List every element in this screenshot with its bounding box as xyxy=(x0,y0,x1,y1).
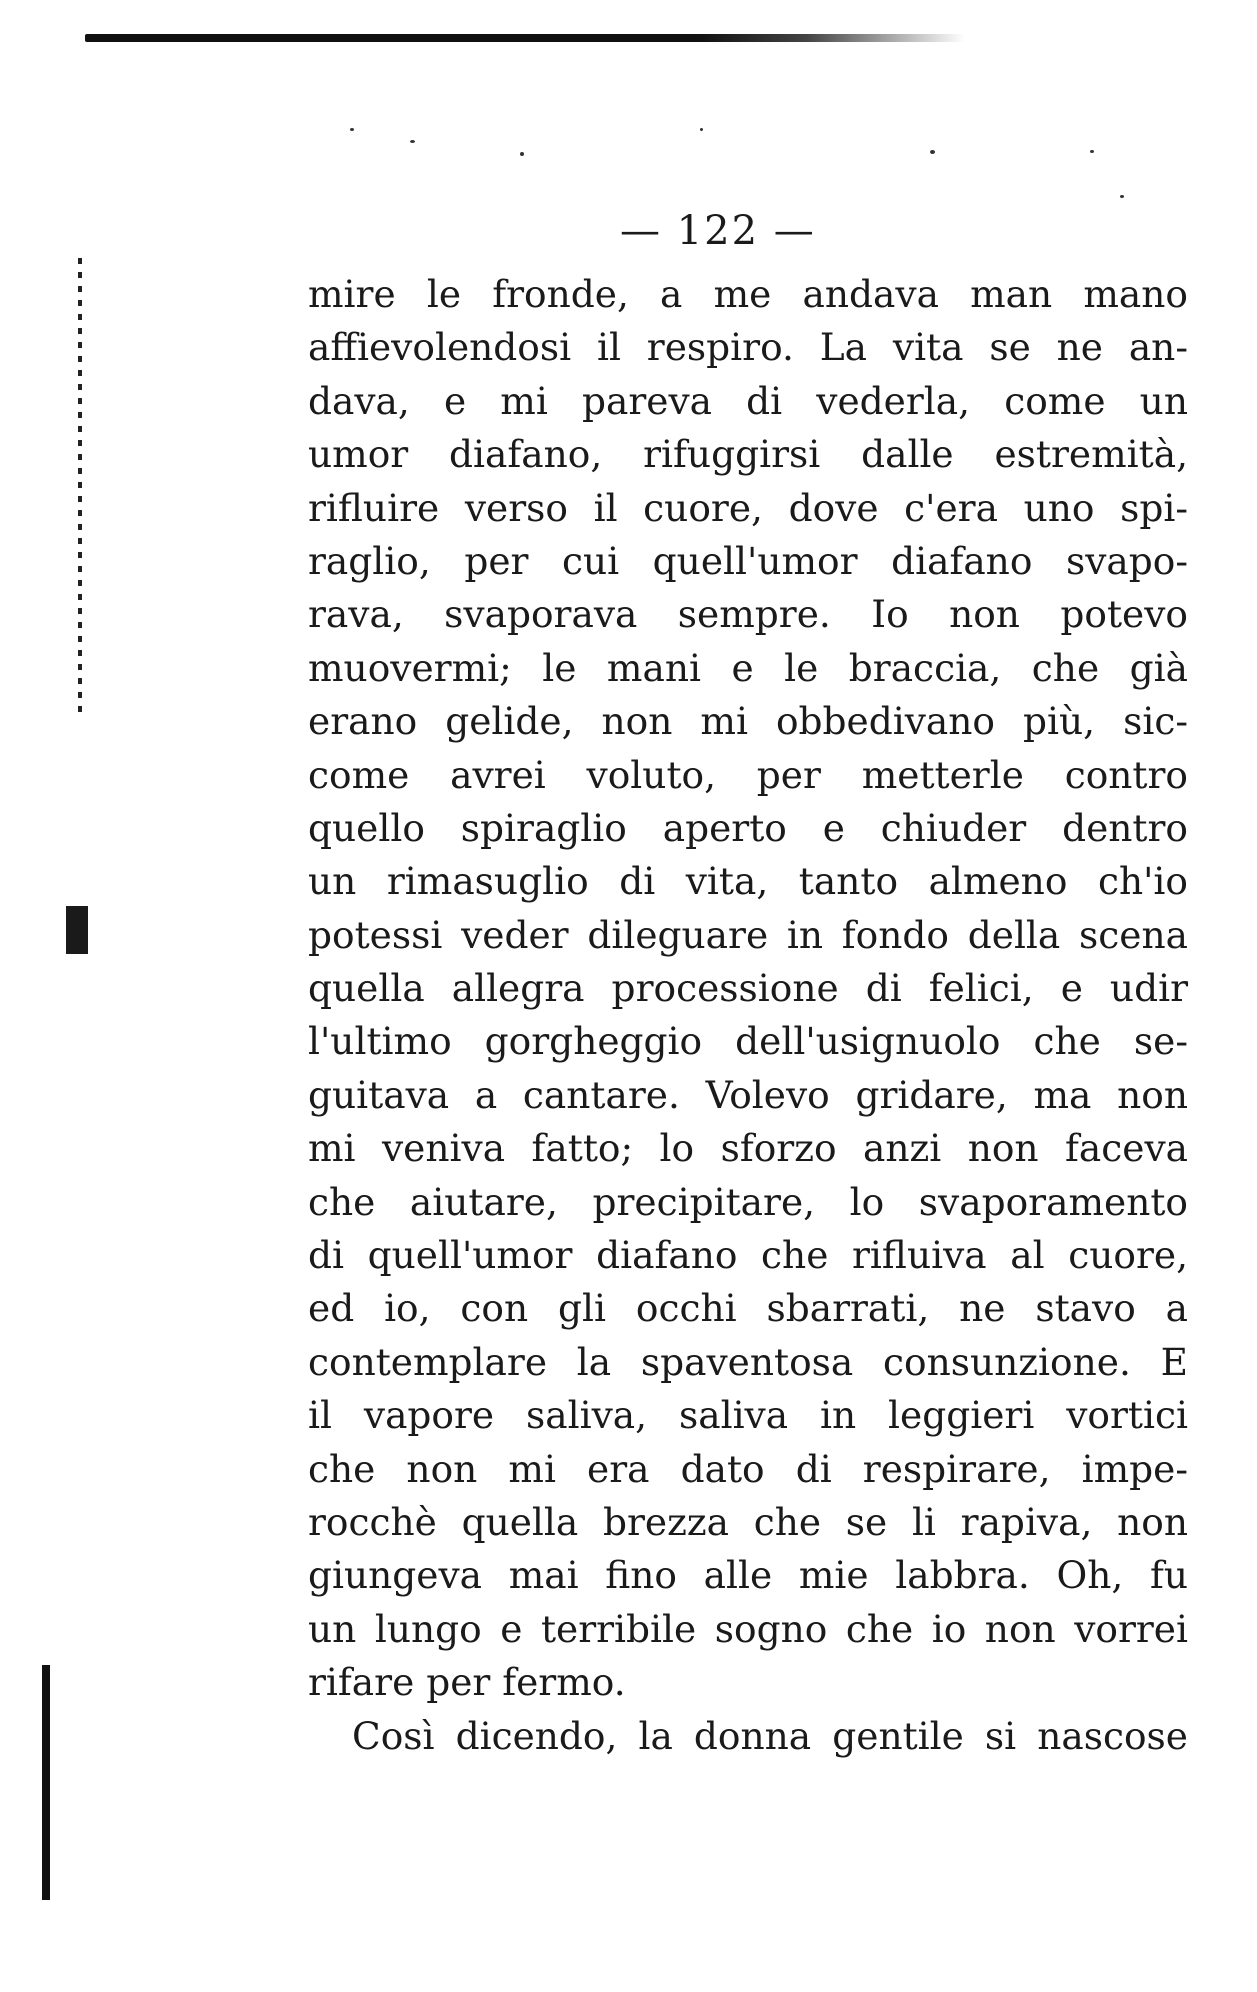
text-line: il vapore saliva, saliva in leggieri vortici xyxy=(308,1393,1188,1438)
ink-speck xyxy=(1120,195,1124,198)
margin-binding-mark xyxy=(78,258,82,718)
text-line: affievolendosi il respiro. La vita se ne an- xyxy=(308,325,1188,370)
margin-ink-blot xyxy=(66,906,88,954)
page-number: — 122 — xyxy=(620,208,816,254)
text-line: che aiutare, precipitare, lo svaporamento xyxy=(308,1179,1188,1224)
ink-speck xyxy=(930,150,935,154)
top-rule xyxy=(85,34,965,42)
text-line: mire le fronde, a me andava man mano xyxy=(308,272,1188,316)
text-line: mi veniva fatto; lo sforzo anzi non faceva xyxy=(308,1126,1188,1171)
text-line: rocchè quella brezza che se li rapiva, non xyxy=(308,1499,1188,1544)
text-line: erano gelide, non mi obbedivano più, sic- xyxy=(308,699,1188,744)
ink-speck xyxy=(410,140,415,143)
text-line: dava, e mi pareva di vederla, come un xyxy=(308,378,1188,423)
ink-speck xyxy=(350,128,354,131)
body-text xyxy=(308,268,1188,1763)
text-line: ed io, con gli occhi sbarrati, ne stavo a xyxy=(308,1286,1188,1331)
text-line: rifluire verso il cuore, dove c'era uno spi- xyxy=(308,485,1188,530)
text-line: l'ultimo gorgheggio dell'usignuolo che se- xyxy=(308,1019,1188,1064)
ink-speck xyxy=(700,128,703,131)
text-line: un rimasuglio di vita, tanto almeno ch'io xyxy=(308,859,1188,904)
text-line: raglio, per cui quell'umor diafano svapo- xyxy=(308,538,1188,583)
text-line: un lungo e terribile sogno che io non vorrei xyxy=(308,1606,1188,1651)
text-line: rifare per fermo. xyxy=(308,1660,626,1705)
text-line: contemplare la spaventosa consunzione. E xyxy=(308,1339,1188,1384)
text-line: umor diafano, rifuggirsi dalle estremità, xyxy=(308,432,1188,477)
text-line: quella allegra processione di felici, e udir xyxy=(308,966,1188,1011)
text-line: potessi veder dileguare in fondo della scena xyxy=(308,912,1188,957)
ink-speck xyxy=(1090,150,1094,153)
text-line: guitava a cantare. Volevo gridare, ma non xyxy=(308,1072,1188,1117)
text-line: muovermi; le mani e le braccia, che già xyxy=(308,645,1188,690)
text-line: quello spiraglio aperto e chiuder dentro xyxy=(308,805,1188,850)
text-line: di quell'umor diafano che rifluiva al cuore, xyxy=(308,1233,1188,1278)
text-line: Così dicendo, la donna gentile si nascose xyxy=(352,1713,1188,1758)
ink-speck xyxy=(520,152,524,156)
text-line: che non mi era dato di respirare, impe- xyxy=(308,1446,1188,1491)
margin-binding-mark xyxy=(42,1665,50,1900)
text-line: rava, svaporava sempre. Io non potevo xyxy=(308,592,1188,637)
text-line: giungeva mai fino alle mie labbra. Oh, fu xyxy=(308,1553,1188,1598)
text-line: come avrei voluto, per metterle contro xyxy=(308,752,1188,797)
